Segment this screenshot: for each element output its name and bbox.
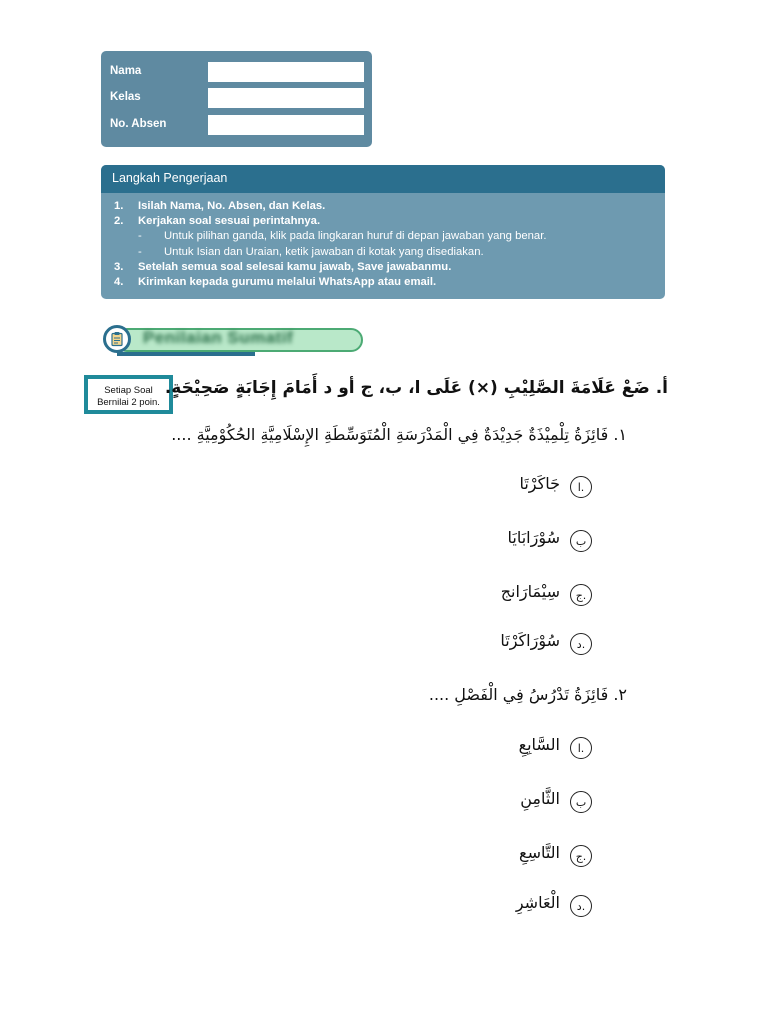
question-1-text: ١. فَائِزَةُ تِلْمِيْذَةٌ جَدِيْدَةٌ فِي الْمَدْرَسَةِ الْمُتَوَسِّطَةِ الإِسْلَامِيَّةِ الحُكُوْمِيَّةِ .... — [171, 425, 627, 444]
option-text: سُوْرَاكَرْتَا — [500, 631, 560, 650]
instruction-number: 3. — [114, 260, 124, 273]
option-text: سِيْمَارَانج — [500, 582, 560, 601]
score-note-line2: Bernilai 2 poin. — [97, 397, 160, 408]
option-text: الْعَاشِرِ — [515, 893, 560, 912]
q2-option-c[interactable] — [400, 845, 592, 871]
instruction-item — [101, 199, 665, 214]
instruction-text: Isilah Nama, No. Absen, dan Kelas. — [138, 200, 326, 212]
instruction-text: Untuk pilihan ganda, klik pada lingkaran huruf di depan jawaban yang benar. — [164, 230, 547, 243]
score-note-line1: Setiap Soal — [104, 385, 153, 396]
class-label: Kelas — [110, 91, 141, 103]
q2-option-a[interactable] — [400, 737, 592, 763]
absen-input[interactable] — [208, 115, 364, 135]
option-letter-circle[interactable]: ب — [570, 530, 592, 552]
instruction-text: Kerjakan soal sesuai perintahnya. — [138, 215, 321, 228]
section-underline — [117, 352, 255, 356]
option-text: السَّابِعِ — [518, 735, 560, 754]
instruction-number: 1. — [114, 200, 124, 212]
option-text: جَاكَرْتَا — [519, 474, 560, 493]
section-banner — [103, 325, 363, 355]
instruction-item — [101, 214, 665, 229]
q1-option-b[interactable] — [400, 530, 592, 556]
option-text: التَّاسِعِ — [519, 843, 560, 862]
name-input[interactable] — [208, 62, 364, 82]
instruction-number: 4. — [114, 276, 124, 289]
clipboard-icon — [103, 325, 131, 353]
question-2-text: ٢. فَائِزَةُ تَدْرُسُ فِي الْفَصْلِ .... — [428, 685, 627, 704]
option-letter-circle[interactable]: ا. — [570, 476, 592, 498]
instructions-title: Langkah Pengerjaan — [101, 165, 665, 193]
instruction-bullet: - — [138, 245, 142, 258]
q1-option-d[interactable] — [400, 633, 592, 659]
name-row — [101, 62, 372, 84]
option-letter-circle[interactable]: ب — [570, 791, 592, 813]
option-letter-circle[interactable]: ج. — [570, 584, 592, 606]
option-text: الثَّامِنِ — [520, 789, 560, 808]
q2-option-d[interactable] — [400, 895, 592, 921]
option-text: سُوْرَابَايَا — [507, 528, 560, 547]
name-label: Nama — [110, 65, 142, 77]
option-letter-circle[interactable]: د. — [570, 895, 592, 917]
q1-option-a[interactable] — [400, 476, 592, 502]
section-title: Penilaian Sumatif — [143, 328, 294, 347]
q2-option-b[interactable] — [400, 791, 592, 817]
exercise-instruction: أ. ضَعْ عَلَامَةَ الصَّلِيْبِ (×) عَلَى ا، ب، ج أو د أَمَامَ إِجَابَةٍ صَحِيْحَةٍ. — [164, 378, 668, 398]
option-letter-circle[interactable]: ج. — [570, 845, 592, 867]
instruction-subitem — [101, 229, 665, 244]
absen-label: No. Absen — [110, 118, 167, 130]
instruction-item — [101, 260, 665, 275]
instructions-card — [101, 165, 665, 299]
instruction-text: Untuk Isian dan Uraian, ketik jawaban di kotak yang disediakan. — [164, 245, 484, 258]
instruction-bullet: - — [138, 230, 142, 243]
instruction-text: Kirimkan kepada gurumu melalui WhatsApp atau email. — [138, 276, 437, 289]
class-row — [101, 88, 372, 110]
instruction-text: Setelah semua soal selesai kamu jawab, Save jawabanmu. — [138, 260, 452, 273]
absen-row — [101, 115, 372, 137]
score-note — [84, 375, 173, 414]
option-letter-circle[interactable]: ا. — [570, 737, 592, 759]
instruction-number: 2. — [114, 215, 124, 228]
class-input[interactable] — [208, 88, 364, 108]
option-letter-circle[interactable]: د. — [570, 633, 592, 655]
q1-option-c[interactable] — [400, 584, 592, 610]
instructions-list — [101, 199, 665, 290]
instruction-subitem — [101, 245, 665, 260]
instruction-item — [101, 275, 665, 290]
